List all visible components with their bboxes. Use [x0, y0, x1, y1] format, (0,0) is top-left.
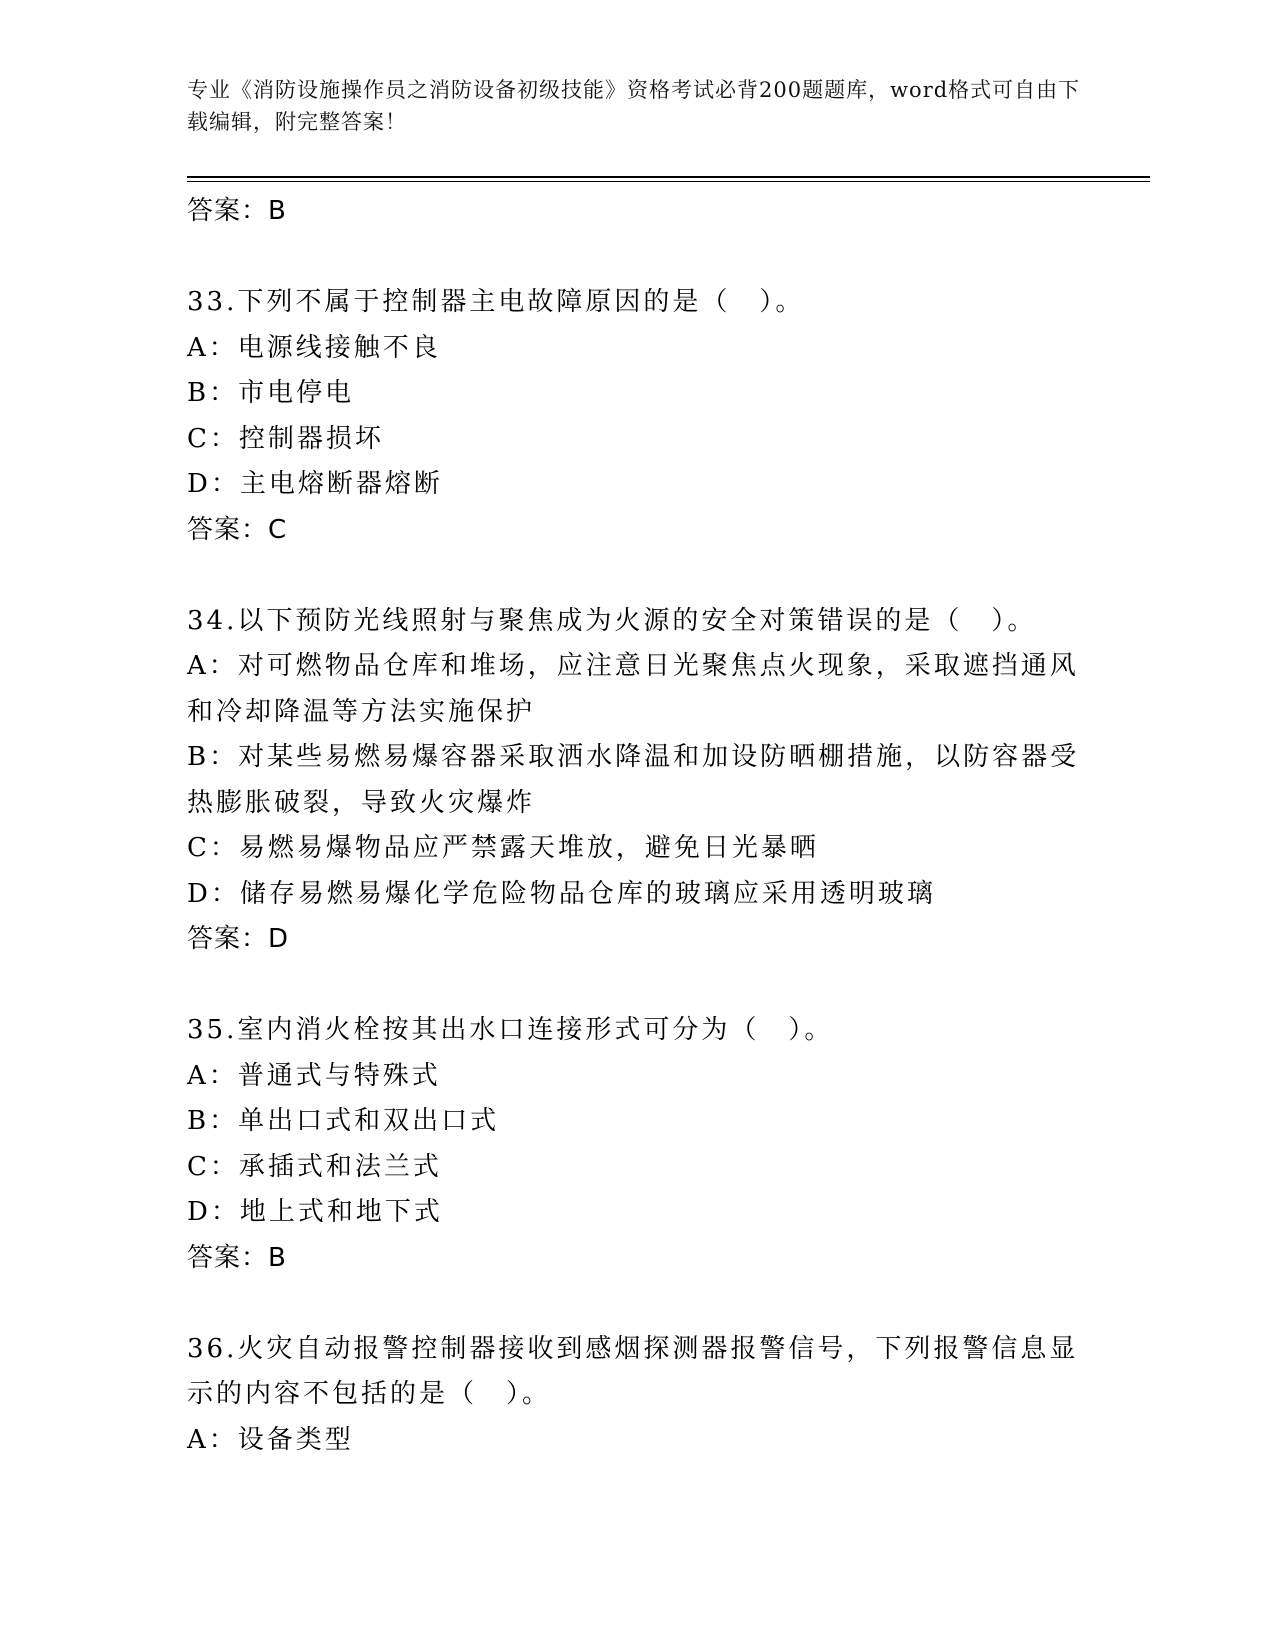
header-divider-thick	[187, 176, 1150, 178]
answer-line: 答案：B	[187, 196, 287, 226]
option-a: A：对可燃物品仓库和堆场，应注意日光聚焦点火现象，采取遮挡通风和冷却降温等方法实施保护	[187, 651, 1079, 727]
page-header: 专业《消防设施操作员之消防设备初级技能》资格考试必背200题题库，word格式可自由下载编辑，附完整答案！	[187, 78, 1081, 134]
option-b: B：市电停电	[187, 378, 355, 408]
spacer	[187, 963, 1087, 1009]
option-c: C：易燃易爆物品应严禁露天堆放，避免日光暴晒	[187, 833, 819, 863]
answer-line: 答案：B	[187, 1242, 287, 1273]
question-item	[187, 1327, 1087, 1464]
option-c: C：控制器损坏	[187, 423, 384, 454]
option-b: B：对某些易燃易爆容器采取洒水降温和加设防晒棚措施，以防容器受热膨胀破裂，导致火灾爆炸	[187, 742, 1080, 818]
option-a: A：普通式与特殊式	[187, 1060, 441, 1091]
spacer	[187, 1281, 1087, 1327]
spacer	[187, 553, 1087, 599]
option-a: A：电源线接触不良	[187, 332, 441, 363]
spacer	[187, 235, 1087, 281]
question-item	[187, 280, 1087, 553]
question-stem: 33.下列不属于控制器主电故障原因的是（ ）。	[187, 287, 805, 317]
option-a: A：设备类型	[187, 1424, 354, 1455]
question-list	[187, 189, 1087, 1463]
header-divider-thin	[187, 181, 1150, 182]
question-stem: 35.室内消火栓按其出水口连接形式可分为（ ）。	[187, 1015, 834, 1045]
answer-line: 答案：D	[187, 924, 290, 954]
option-d: D：地上式和地下式	[187, 1197, 443, 1227]
answer-line: 答案：C	[187, 514, 288, 545]
question-stem: 34.以下预防光线照射与聚焦成为火源的安全对策错误的是（ ）。	[187, 605, 1037, 636]
option-b: B：单出口式和双出口式	[187, 1106, 500, 1136]
question-item	[187, 1008, 1087, 1281]
option-d: D：主电熔断器熔断	[187, 469, 443, 499]
option-d: D：储存易燃易爆化学危险物品仓库的玻璃应采用透明玻璃	[187, 878, 936, 909]
question-item	[187, 599, 1087, 963]
question-stem: 36.火灾自动报警控制器接收到感烟探测器报警信号，下列报警信息显示的内容不包括的是（ ）。	[187, 1333, 1079, 1409]
option-c: C：承插式和法兰式	[187, 1151, 442, 1182]
